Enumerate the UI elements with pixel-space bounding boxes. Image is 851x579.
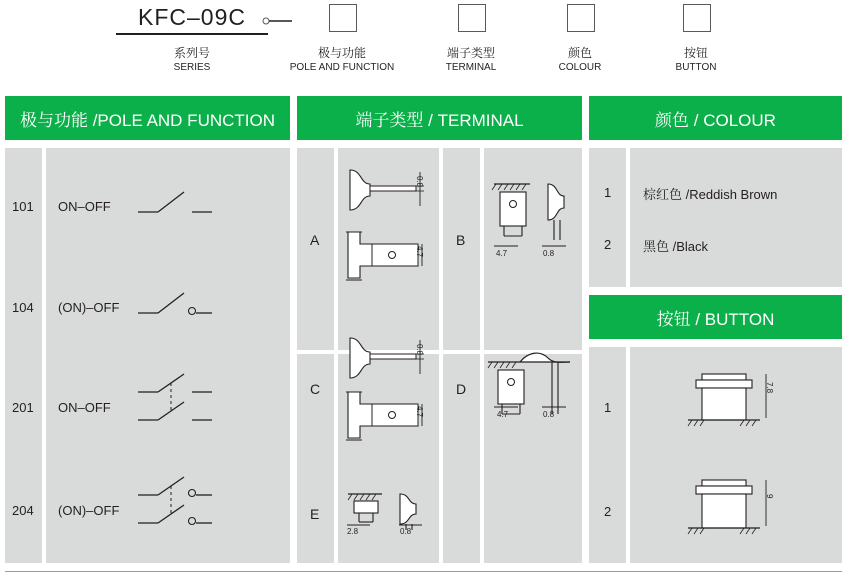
bottom-divider — [5, 571, 842, 572]
terminal-dim-b-1: 4.7 — [496, 249, 508, 258]
colour-row-name-2: 黑色 /Black — [643, 239, 709, 254]
button-dim-1: 7.8 — [765, 382, 774, 394]
colour-body-column — [630, 148, 842, 287]
terminal-letter-column-b — [443, 148, 480, 350]
terminal-dim-a-1: 0.8 — [415, 176, 424, 188]
button-code-column — [589, 347, 626, 563]
pole-row-function-201: ON–OFF — [58, 400, 111, 415]
button-drawing-1 — [682, 368, 792, 436]
switch-symbol-204 — [136, 473, 216, 533]
pole-row-code-101: 101 — [12, 199, 34, 214]
code-box-button[interactable] — [683, 4, 711, 32]
terminal-dim-c-2: 4.7 — [415, 406, 424, 418]
switch-symbol-101 — [136, 186, 216, 220]
terminal-dim-c-1: 0.8 — [415, 344, 424, 356]
colour-row-code-2: 2 — [604, 237, 612, 252]
product-code-bar — [0, 0, 851, 84]
code-box-pole[interactable] — [329, 4, 357, 32]
colour-code-column — [589, 148, 626, 287]
code-label-terminal-cn: 端子类型 — [446, 46, 495, 60]
pole-row-code-104: 104 — [12, 300, 34, 315]
terminal-letter-c: C — [310, 381, 321, 397]
section-header-pole: 极与功能 /POLE AND FUNCTION — [5, 96, 290, 140]
code-label-series-cn: 系列号 — [173, 46, 210, 60]
terminal-letter-a: A — [310, 232, 320, 248]
terminal-dim-b-2: 0.8 — [543, 249, 555, 258]
code-label-pole-cn: 极与功能 — [317, 46, 366, 60]
section-header-colour: 颜色 / COLOUR — [589, 96, 842, 140]
code-label-terminal-en: TERMINAL — [445, 62, 497, 73]
code-label-button-en: BUTTON — [675, 62, 717, 73]
pole-row-function-101: ON–OFF — [58, 199, 111, 214]
terminal-letter-column-a — [297, 148, 334, 350]
code-label-button-cn: 按钮 — [683, 46, 708, 60]
terminal-letter-b: B — [456, 232, 466, 248]
terminal-drawing-c-top — [344, 330, 432, 390]
switch-symbol-104 — [136, 287, 216, 321]
terminal-dim-d-2: 0.8 — [543, 410, 555, 419]
terminal-letter-e: E — [310, 506, 320, 522]
terminal-dim-a-2: 4.7 — [415, 246, 424, 258]
series-code: KFC–09C — [116, 4, 268, 35]
terminal-drawing-d — [484, 348, 582, 448]
section-header-button: 按钮 / BUTTON — [589, 295, 842, 339]
terminal-drawing-a-top — [344, 162, 432, 222]
terminal-dim-e-2: 0.8 — [400, 527, 412, 536]
code-box-terminal[interactable] — [458, 4, 486, 32]
code-box-colour[interactable] — [567, 4, 595, 32]
terminal-dim-lines-e — [344, 523, 436, 533]
terminal-dim-d-1: 4.7 — [497, 410, 509, 419]
button-dim-2: 9 — [765, 494, 774, 499]
code-label-series-en: SERIES — [173, 62, 211, 73]
button-row-code-1: 1 — [604, 400, 612, 415]
switch-symbol-201 — [136, 370, 216, 430]
terminal-letter-d: D — [456, 381, 467, 397]
code-label-colour-cn: 颜色 — [567, 46, 592, 60]
code-label-pole-en: POLE AND FUNCTION — [289, 62, 395, 73]
button-drawing-2 — [682, 474, 792, 546]
pole-row-function-204: (ON)–OFF — [58, 503, 120, 518]
terminal-dim-lines-d — [490, 405, 582, 417]
dash-connector-icon — [262, 16, 292, 26]
terminal-dim-e-1: 2.8 — [347, 527, 359, 536]
pole-row-function-104: (ON)–OFF — [58, 300, 120, 315]
pole-row-code-204: 204 — [12, 503, 34, 518]
code-label-colour-en: COLOUR — [558, 62, 602, 73]
colour-row-code-1: 1 — [604, 185, 612, 200]
button-row-code-2: 2 — [604, 504, 612, 519]
colour-row-name-1: 棕红色 /Reddish Brown — [643, 187, 778, 202]
section-header-terminal: 端子类型 / TERMINAL — [297, 96, 582, 140]
terminal-dim-lines-b — [490, 244, 582, 256]
pole-row-code-201: 201 — [12, 400, 34, 415]
